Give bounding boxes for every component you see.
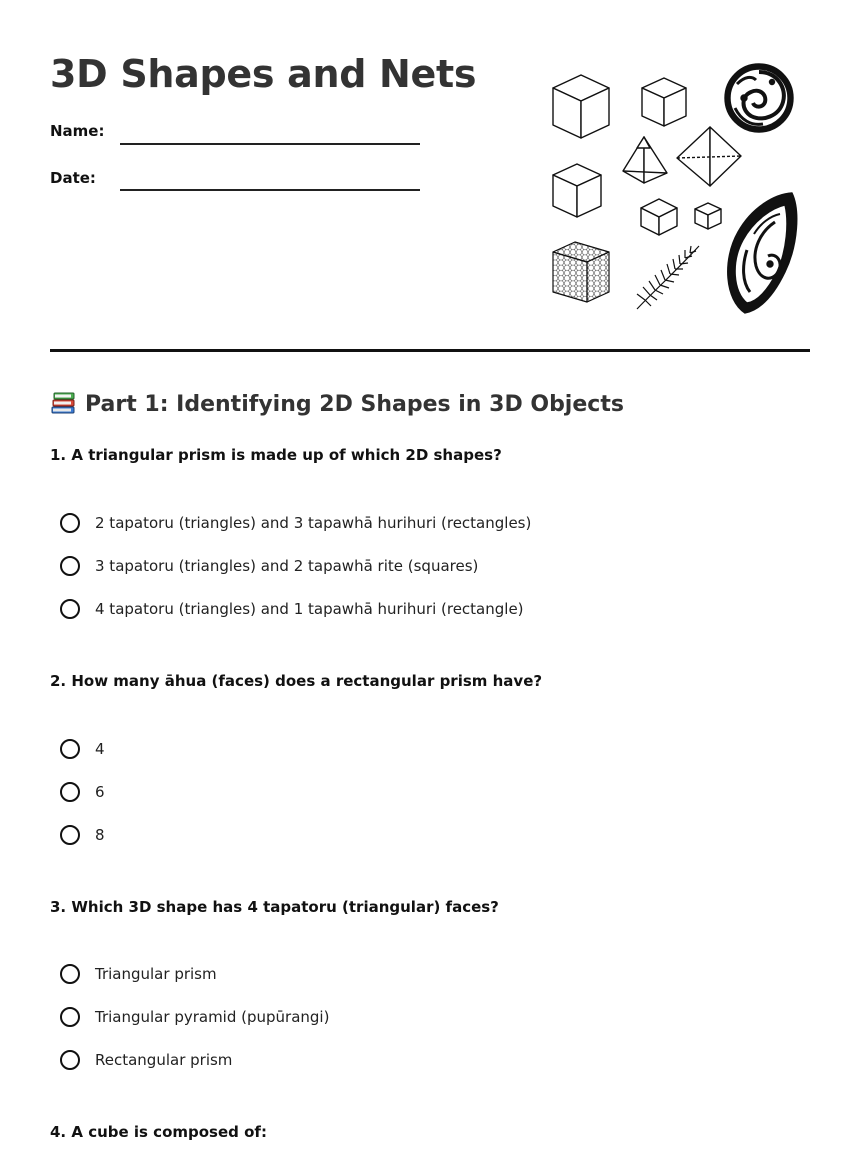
q2-option-3[interactable] [60,822,105,848]
shapes-illustration [545,60,805,322]
q2-option-1[interactable] [60,736,105,762]
hexagon-grid-cube-icon [553,242,609,302]
maori-paisley-icon [728,193,797,313]
koru-spiral-icon [725,64,793,132]
radio-button[interactable] [60,825,80,845]
question-4: 4. A cube is composed of: [50,1123,267,1141]
option-label: Rectangular prism [95,1051,233,1069]
q1-option-2[interactable] [60,553,478,579]
q3-option-2[interactable] [60,1004,329,1030]
part1-title: Part 1: Identifying 2D Shapes in 3D Objects [85,392,624,417]
q1-option-3[interactable] [60,596,524,622]
square-pyramid-icon [677,127,741,186]
radio-button[interactable] [60,556,80,576]
part1-heading [50,389,624,420]
option-label: 2 tapatoru (triangles) and 3 tapawhā hurihuri (rectangles) [95,514,532,532]
date-underline [120,189,420,191]
cube-icon [641,199,677,235]
radio-button[interactable] [60,782,80,802]
question-2: 2. How many āhua (faces) does a rectangular prism have? [50,672,543,690]
q3-option-3[interactable] [60,1047,232,1073]
option-label: 8 [95,826,105,844]
books-icon [50,389,77,416]
radio-button[interactable] [60,1050,80,1070]
name-label: Name: [50,122,105,140]
radio-button[interactable] [60,599,80,619]
option-label: 3 tapatoru (triangles) and 2 tapawhā rite (squares) [95,557,479,575]
q2-option-2[interactable] [60,779,105,805]
page-title: 3D Shapes and Nets [50,52,477,96]
cube-icon [553,164,601,217]
cube-icon [642,78,686,126]
section-divider [50,349,810,352]
option-label: 6 [95,783,105,801]
date-label: Date: [50,169,96,187]
question-3: 3. Which 3D shape has 4 tapatoru (triangular) faces? [50,898,499,916]
option-label: 4 tapatoru (triangles) and 1 tapawhā hurihuri (rectangle) [95,600,524,618]
q1-option-1[interactable] [60,510,531,536]
radio-button[interactable] [60,964,80,984]
q3-option-1[interactable] [60,961,217,987]
cube-icon [695,203,721,229]
cube-icon [553,75,609,138]
option-label: Triangular pyramid (pupūrangi) [95,1008,330,1026]
radio-button[interactable] [60,513,80,533]
radio-button[interactable] [60,1007,80,1027]
triangular-pyramid-icon [623,137,667,183]
radio-button[interactable] [60,739,80,759]
question-1: 1. A triangular prism is made up of which 2D shapes? [50,446,502,464]
name-underline [120,143,420,145]
option-label: Triangular prism [95,965,217,983]
option-label: 4 [95,740,105,758]
silver-fern-icon [637,246,699,309]
